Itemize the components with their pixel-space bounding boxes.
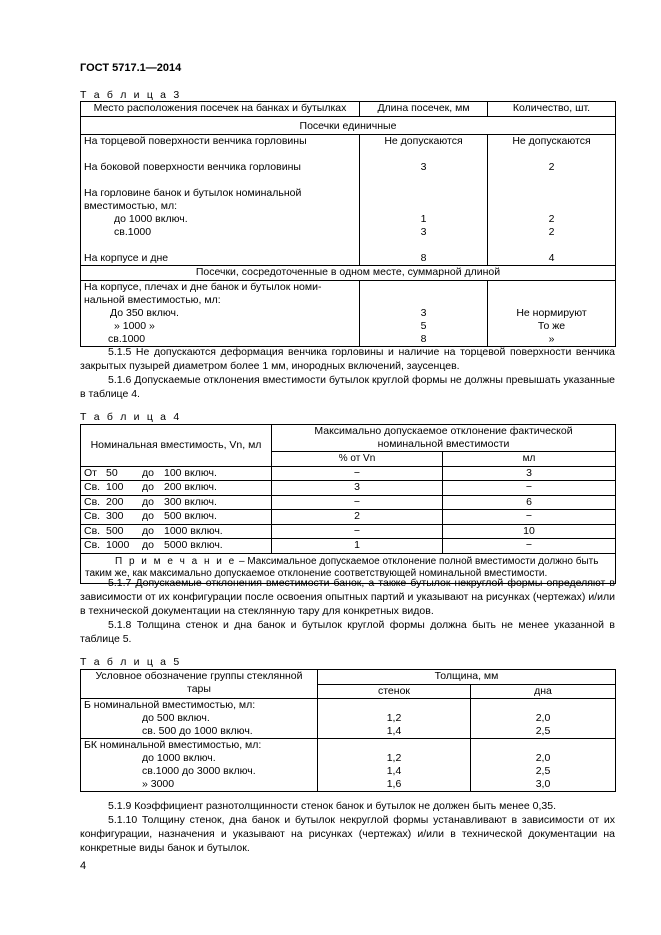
table4-nominal-part: 300 включ.	[164, 495, 217, 508]
table4	[80, 424, 616, 584]
table4-nominal-cell	[81, 481, 272, 496]
table3-length-value: 3	[420, 226, 427, 238]
table3-section2-title: Посечки, сосредоточенные в одном месте, суммарной длиной	[81, 266, 616, 281]
table4-row	[81, 466, 616, 481]
table5-group-line: Б номинальной вместимостью, мл:	[84, 699, 256, 711]
table4-pct-cell: 2	[272, 510, 443, 525]
table4-row	[81, 495, 616, 510]
table5-col-group-line2: тары	[187, 683, 211, 695]
table3-length-value: 3	[420, 306, 427, 319]
table5-col-walls: стенок	[318, 684, 471, 699]
table3-section1-title: Посечки единичные	[81, 116, 616, 135]
table3-length-cell	[360, 135, 488, 266]
table5-group-cell	[81, 699, 318, 739]
table3-place-line: » 1000 »	[114, 319, 155, 332]
table4-nominal-part: 500 включ.	[164, 510, 217, 522]
table5-group-line: св.1000 до 3000 включ.	[142, 765, 256, 777]
table5-walls-value: 1,6	[386, 778, 402, 790]
table3-place-line: нальной вместимостью, мл:	[84, 293, 221, 306]
table5-walls-value: 1,2	[386, 752, 402, 764]
table5-col-bottom: дна	[471, 684, 616, 699]
table5-bottom-value: 2,5	[535, 725, 551, 737]
table4-nominal-part: 200	[106, 495, 124, 508]
table4-col-pct: % от Vn	[272, 452, 443, 467]
table4-ml-cell: −	[443, 510, 616, 525]
table3-place-line: На корпусе, плечах и дне банок и бутылок номи-	[84, 280, 322, 293]
table3-qty-value: 2	[548, 213, 555, 225]
table4-caption: Т а б л и ц а 4	[80, 411, 182, 423]
table4-nominal-cell	[81, 466, 272, 481]
table5-bottom-value: 2,5	[535, 765, 551, 777]
table5-walls-value: 1,2	[386, 712, 402, 724]
table5-walls-cell	[318, 739, 471, 792]
table3-qty-cell	[488, 280, 616, 346]
table3-length-value: 3	[420, 161, 427, 173]
table4-note-text: – Максимальное допускаемое отклонение полной вместимости должно быть таким же, как максимально допускаемое отклонение соответствующей номинальной вместимости.	[85, 555, 599, 579]
table4-ml-cell: −	[443, 481, 616, 496]
table4-nominal-part: Св.	[84, 524, 101, 537]
table3-col-qty: Количество, шт.	[488, 102, 616, 117]
table3-qty-value: 4	[548, 252, 555, 264]
table5-bottom-value: 3,0	[535, 778, 551, 790]
table3-place-line: св.1000	[114, 226, 152, 238]
table4-nominal-part: до	[142, 495, 154, 508]
table4-nominal-part: до	[142, 539, 154, 551]
table5-col-thickness: Толщина, мм	[318, 670, 616, 685]
table4-header-row	[81, 425, 616, 452]
table4-nominal-part: Св.	[84, 510, 101, 522]
table4-nominal-part: 100 включ.	[164, 466, 217, 479]
table3-place-line: На горловине банок и бутылок номинальной	[84, 187, 302, 199]
table5-group-line: до 500 включ.	[142, 712, 210, 724]
table5-group-line: БК номинальной вместимостью, мл:	[84, 739, 262, 751]
table5-bottom-cell	[471, 739, 616, 792]
table3-qty-value: Не нормируют	[516, 306, 587, 319]
table4-pct-cell: −	[272, 524, 443, 539]
table3-place-line: На корпусе и дне	[84, 252, 169, 264]
table3-place-line: До 350 включ.	[110, 306, 179, 319]
table4-nominal-cell	[81, 539, 272, 554]
table5-walls-value: 1,4	[386, 765, 402, 777]
paragraph-5-1-7: 5.1.7 Допускаемые отклонения вместимости банок, а также бутылок некруглой формы определяют в зависимости от их конфигурации после освоения опытных партий и указывают на рисунках (чертежах) и/или в технической документации на стеклянную тару для конкретных видов.	[80, 577, 615, 617]
table3-col-length: Длина посечек, мм	[360, 102, 488, 117]
table4-nominal-cell	[81, 510, 272, 525]
table3-col-place: Место расположения посечек на банках и бутылках	[81, 102, 360, 117]
paragraph-5-1-9: 5.1.9 Коэффициент разнотолщинности стенок банок и бутылок не должен быть менее 0,35.	[108, 800, 556, 812]
paragraph-5-1-6: 5.1.6 Допускаемые отклонения вместимости бутылок круглой формы не должны превышать указанные в таблице 4.	[80, 374, 615, 400]
table4-ml-cell: 3	[443, 466, 616, 481]
table4-pct-cell: −	[272, 466, 443, 481]
table5-bottom-value: 2,0	[535, 752, 551, 764]
table4-nominal-part: 500	[106, 524, 124, 537]
table5-row	[81, 739, 616, 792]
table4-row	[81, 524, 616, 539]
table5-header-row	[81, 670, 616, 685]
table4-nominal-part: 100	[106, 481, 124, 493]
table4-pct-cell: 3	[272, 481, 443, 496]
table4-ml-cell: 10	[443, 524, 616, 539]
paragraph-5-1-10: 5.1.10 Толщину стенок, дна банок и бутылок некруглой формы устанавливают в зависимости от их конфигурации, назначения и указывают на рисунках (чертежах) и/или в технической документации на конкретные виды банок и бутылок.	[80, 814, 615, 854]
table3-row	[81, 280, 616, 346]
table3-place-line: На торцевой поверхности венчика горловины	[84, 135, 307, 147]
table3-section-row	[81, 116, 616, 135]
table3-length-value: 1	[420, 213, 427, 225]
table4-nominal-part: Св.	[84, 481, 101, 493]
table4-nominal-part: Св.	[84, 539, 101, 551]
table3-length-value: 8	[420, 252, 427, 264]
table5-col-group-line1: Условное обозначение группы стеклянной	[95, 670, 303, 682]
table4-ml-cell: 6	[443, 495, 616, 510]
table4-row	[81, 510, 616, 525]
document-header: ГОСТ 5717.1—2014	[80, 62, 182, 74]
table4-nominal-part: до	[142, 524, 154, 537]
page-number: 4	[80, 860, 87, 872]
table4-nominal-part: 50	[106, 466, 118, 479]
table5-walls-value: 1,4	[386, 725, 402, 737]
table5-bottom-value: 2,0	[535, 712, 551, 724]
table5-row	[81, 699, 616, 739]
table3-caption: Т а б л и ц а 3	[80, 89, 182, 101]
table5-col-group	[81, 670, 318, 699]
table4-nominal-part: 1000	[106, 539, 130, 551]
table3-place-cell	[81, 280, 360, 346]
table4-note-label: П р и м е ч а н и е	[115, 555, 237, 567]
table4-nominal-part: до	[142, 466, 154, 479]
table4-row	[81, 481, 616, 496]
table5	[80, 669, 616, 792]
table3-place-line: до 1000 включ.	[114, 213, 188, 225]
table4-col-ml: мл	[443, 452, 616, 467]
table4-nominal-part: От	[84, 466, 97, 479]
table3-qty-value: 2	[548, 161, 555, 173]
table3-place-line: На боковой поверхности венчика горловины	[84, 161, 301, 173]
table4-col-nominal: Номинальная вместимость, Vn, мл	[81, 425, 272, 467]
table3-section-row	[81, 266, 616, 281]
table4-col-max-line2: номинальной вместимости	[377, 438, 510, 450]
table3-place-cell	[81, 135, 360, 266]
table4-pct-cell: −	[272, 495, 443, 510]
table5-walls-cell	[318, 699, 471, 739]
table3-place-line: вместимостью, мл:	[84, 200, 178, 212]
table4-nominal-part: 1000 включ.	[164, 524, 223, 537]
table5-bottom-cell	[471, 699, 616, 739]
table4-nominal-part: до	[142, 481, 154, 493]
paragraph-5-1-8: 5.1.8 Толщина стенок и дна банок и бутылок круглой формы должна быть не менее указанной в таблице 5.	[80, 619, 615, 645]
table4-nominal-part: 200 включ.	[164, 481, 217, 493]
table3-place-line: св.1000	[108, 332, 146, 345]
table4-nominal-part: до	[142, 510, 154, 522]
table3-qty-cell	[488, 135, 616, 266]
table3-length-value: 8	[420, 332, 427, 345]
table3-row	[81, 135, 616, 266]
table4-row	[81, 539, 616, 554]
table4-nominal-part: Св.	[84, 495, 101, 508]
table3-qty-value: То же	[537, 319, 566, 332]
table5-group-cell	[81, 739, 318, 792]
table3-length-value: 5	[420, 319, 427, 332]
table4-nominal-cell	[81, 524, 272, 539]
table4-col-max-line1: Максимально допускаемое отклонение фактической	[314, 425, 573, 437]
table4-nominal-part: 300	[106, 510, 124, 522]
table4-nominal-part: 5000 включ.	[164, 539, 223, 551]
table4-nominal-cell	[81, 495, 272, 510]
table3-qty-value: 2	[548, 226, 555, 238]
table4-pct-cell: 1	[272, 539, 443, 554]
table4-col-max	[272, 425, 616, 452]
table5-group-line: » 3000	[142, 778, 175, 790]
paragraph-5-1-5: 5.1.5 Не допускаются деформация венчика горловины и наличие на торцевой поверхности венчика закрытых пузырей диаметром более 1 мм, инородных включений, заусенцев.	[80, 346, 615, 372]
table4-ml-cell: −	[443, 539, 616, 554]
table3-length-value: Не допускаются	[384, 135, 463, 147]
table3-length-cell	[360, 280, 488, 346]
table3-qty-value: »	[548, 332, 555, 345]
table3	[80, 101, 616, 347]
table5-group-line: св. 500 до 1000 включ.	[142, 725, 253, 737]
table5-group-line: до 1000 включ.	[142, 752, 216, 764]
table5-caption: Т а б л и ц а 5	[80, 656, 182, 668]
table3-header-row	[81, 102, 616, 117]
table3-qty-value: Не допускаются	[512, 135, 591, 147]
